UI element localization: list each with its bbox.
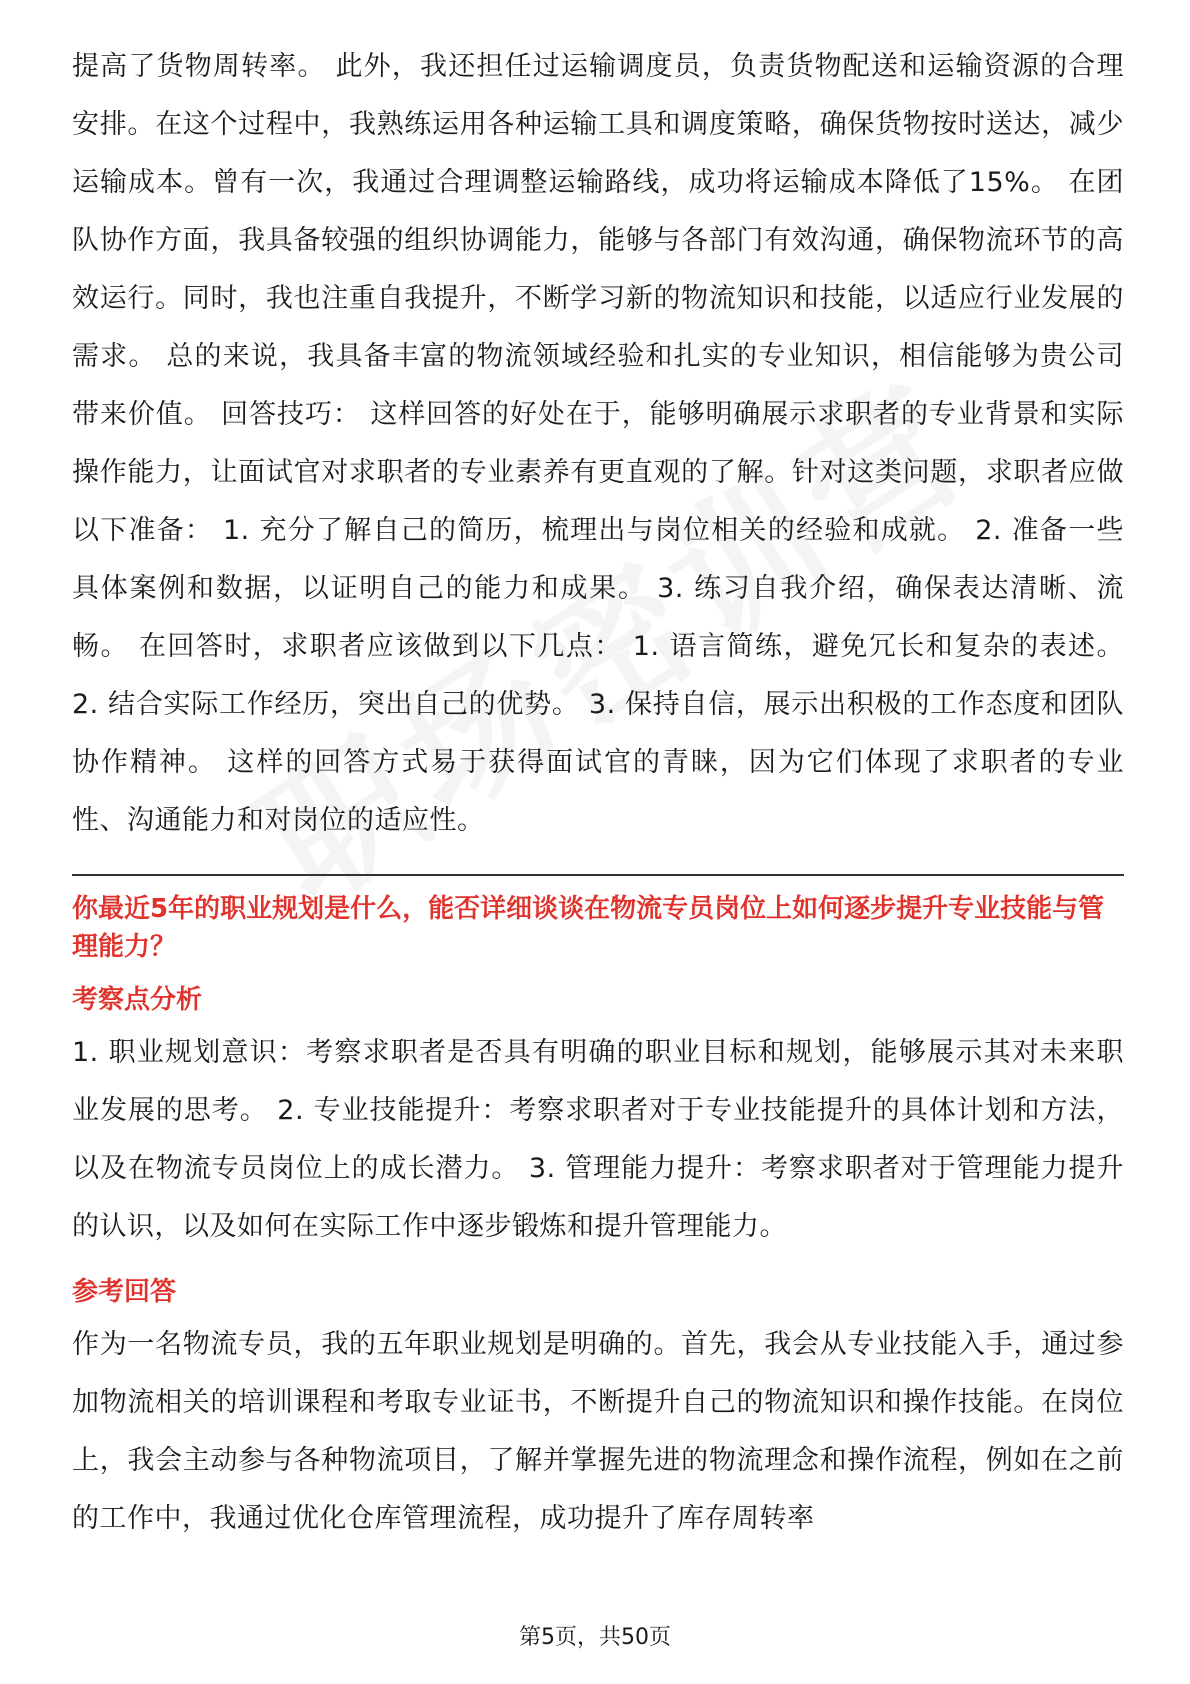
- answer-paragraph: 作为一名物流专员，我的五年职业规划是明确的。首先，我会从专业技能入手，通过参加物流相关的培训课程和考取专业证书，不断提升自己的物流知识和操作技能。在岗位上，我会主动参与各种物流项目，了解并掌握先进的物流理念和操作流程，例如在之前的工作中，我通过优化仓库管理流程，成功提升了库存周转率: [72, 1329, 1124, 1534]
- question-heading: 你最近5年的职业规划是什么，能否详细谈谈在物流专员岗位上如何逐步提升专业技能与管理能力？: [72, 894, 1105, 962]
- page-footer: 第5页，共50页: [519, 1625, 671, 1650]
- section-divider: [72, 874, 1124, 876]
- intro-paragraph: 提高了货物周转率。 此外，我还担任过运输调度员，负责货物配送和运输资源的合理安排。在这个过程中，我熟练运用各种运输工具和调度策略，确保货物按时送达，减少运输成本。曾有一次，我通过合理调整运输路线，成功将运输成本降低了15%。 在团队协作方面，我具备较强的组织协调能力，能够与各部门有效沟通，确保物流环节的高效运行。同时，我也注重自我提升，不断学习新的物流知识和技能，以适应行业发展的需求。 总的来说，我具备丰富的物流领域经验和扎实的专业知识，相信能够为贵公司带来价值。 回答技巧： 这样回答的好处在于，能够明确展示求职者的专业背景和实际操作能力，让面试官对求职者的专业素养有更直观的了解。针对这类问题，求职者应做以下准备： 1. 充分了解自己的简历，梳理出与岗位相关的经验和成就。 2. 准备一些具体案例和数据，以证明自己的能力和成果。 3. 练习自我介绍，确保表达清晰、流畅。 在回答时，求职者应该做到以下几点： 1. 语言简练，避免冗长和复杂的表述。 2. 结合实际工作经历，突出自己的优势。 3. 保持自信，展示出积极的工作态度和团队协作精神。 这样的回答方式易于获得面试官的青睐，因为它们体现了求职者的专业性、沟通能力和对岗位的适应性。: [72, 51, 1124, 836]
- analysis-paragraph: 1. 职业规划意识：考察求职者是否具有明确的职业目标和规划，能够展示其对未来职业发展的思考。 2. 专业技能提升：考察求职者对于专业技能提升的具体计划和方法，以及在物流专员岗位上的成长潜力。 3. 管理能力提升：考察求职者对于管理能力提升的认识，以及如何在实际工作中逐步锻炼和提升管理能力。: [72, 1037, 1124, 1242]
- analysis-heading: 考察点分析: [72, 985, 203, 1015]
- document-page: [72, 38, 1124, 1548]
- answer-heading: 参考回答: [72, 1277, 177, 1307]
